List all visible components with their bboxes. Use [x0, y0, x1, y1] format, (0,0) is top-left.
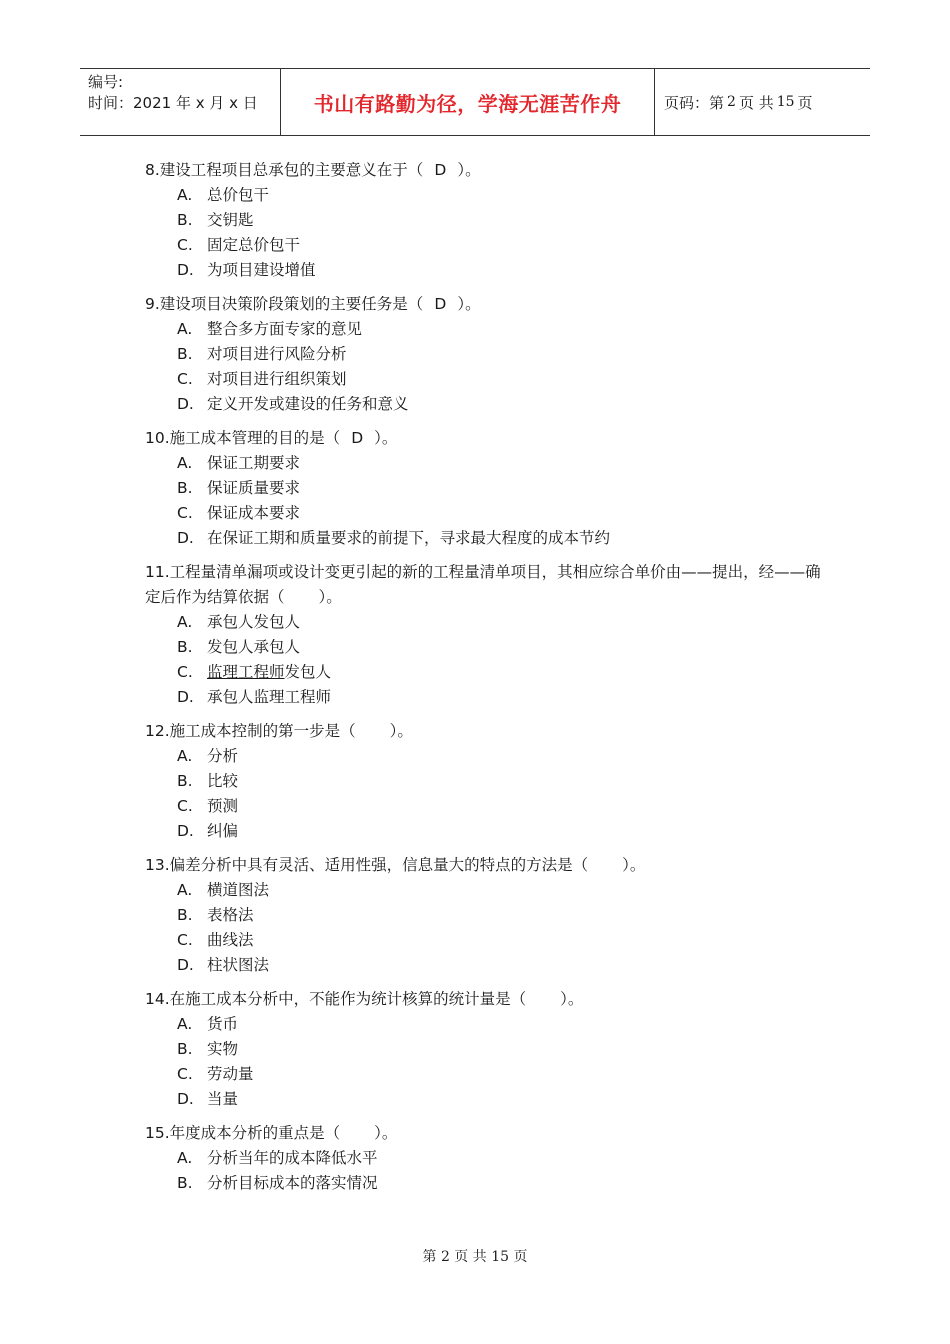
- option-label: D.: [177, 688, 194, 706]
- answer-option: [145, 1062, 835, 1087]
- option-text: 曲线法: [207, 931, 254, 949]
- question-number: 10.: [145, 429, 170, 447]
- question-text: [145, 158, 835, 183]
- option-label: D.: [177, 956, 194, 974]
- answer-option: [145, 1171, 835, 1196]
- option-text: 对项目进行组织策划: [207, 370, 347, 388]
- option-label: B.: [177, 772, 193, 790]
- page-footer: 第 2 页 共 15 页: [422, 1249, 528, 1265]
- option-text: 承包人发包人: [207, 613, 301, 631]
- answer-option: [145, 1012, 835, 1037]
- option-label: A.: [177, 881, 193, 899]
- option-text: 保证成本要求: [207, 504, 301, 522]
- question-item: [145, 987, 835, 1112]
- question-stem-end: ）。: [622, 856, 646, 874]
- option-text: 分析当年的成本降低水平: [207, 1149, 378, 1167]
- option-label: D.: [177, 395, 194, 413]
- question-text: [145, 426, 835, 451]
- question-list: [145, 158, 835, 1205]
- answer-blank: D: [434, 295, 447, 313]
- question-stem-end: ）。: [457, 295, 481, 313]
- question-item: [145, 719, 835, 844]
- option-label: C.: [177, 931, 193, 949]
- question-stem: 在施工成本分析中，不能作为统计核算的统计量是（: [169, 990, 527, 1008]
- header-info-cell: [80, 69, 281, 135]
- option-text: 对项目进行风险分析: [207, 345, 347, 363]
- option-text: 交钥匙: [207, 211, 254, 229]
- answer-option: [145, 928, 835, 953]
- option-label: C.: [177, 236, 193, 254]
- option-text: 货币: [207, 1015, 239, 1033]
- option-label: A.: [177, 747, 193, 765]
- option-text: 横道图法: [207, 881, 270, 899]
- option-text: 整合多方面专家的意见: [207, 320, 363, 338]
- option-label: A.: [177, 1015, 193, 1033]
- option-label: D.: [177, 822, 194, 840]
- question-stem-end: ）。: [318, 588, 342, 606]
- answer-option: [145, 878, 835, 903]
- answer-option: [145, 769, 835, 794]
- answer-option: [145, 317, 835, 342]
- header-page-number: [655, 69, 870, 135]
- answer-option: [145, 1037, 835, 1062]
- question-stem: 偏差分析中具有灵活、适用性强，信息量大的特点的方法是（: [169, 856, 589, 874]
- document-date: 时间：2021 年 x 月 x 日: [88, 94, 258, 112]
- answer-option: [145, 208, 835, 233]
- question-item: [145, 426, 835, 551]
- question-number: 11.: [145, 563, 170, 581]
- question-item: [145, 158, 835, 283]
- option-text: 实物: [207, 1040, 239, 1058]
- question-text: [145, 719, 835, 744]
- option-text: 发包人承包人: [207, 638, 301, 656]
- question-number: 14.: [145, 990, 170, 1008]
- answer-option: [145, 794, 835, 819]
- option-text: 在保证工期和质量要求的前提下，寻求最大程度的成本节约: [207, 529, 611, 547]
- option-label: C.: [177, 1065, 193, 1083]
- question-stem: 工程量清单漏项或设计变更引起的新的工程量清单项目，其相应综合单价由——提出，经——确定后作为结算依据（: [145, 563, 821, 606]
- question-stem: 施工成本控制的第一步是（: [169, 722, 356, 740]
- option-text: 总价包干: [207, 186, 270, 204]
- option-label: B.: [177, 479, 193, 497]
- answer-option: [145, 451, 835, 476]
- page-mid: 页 共: [738, 93, 774, 112]
- option-text: 当量: [207, 1090, 239, 1108]
- question-number: 8.: [145, 161, 160, 179]
- answer-option: [145, 526, 835, 551]
- question-text: [145, 1121, 835, 1146]
- answer-option: [145, 660, 835, 685]
- question-text: [145, 987, 835, 1012]
- option-label: C.: [177, 797, 193, 815]
- option-label: B.: [177, 638, 193, 656]
- option-label: D.: [177, 1090, 194, 1108]
- question-text: [145, 560, 835, 610]
- option-label: A.: [177, 320, 193, 338]
- answer-option: [145, 1146, 835, 1171]
- answer-option: [145, 685, 835, 710]
- answer-option: [145, 744, 835, 769]
- question-number: 9.: [145, 295, 160, 313]
- question-item: [145, 560, 835, 710]
- option-text: 承包人监理工程师: [207, 688, 332, 706]
- option-text: 比较: [207, 772, 239, 790]
- question-stem: 建设项目决策阶段策划的主要任务是（: [159, 295, 424, 313]
- answer-option: [145, 183, 835, 208]
- option-label: C.: [177, 370, 193, 388]
- option-label: B.: [177, 906, 193, 924]
- option-text: 保证质量要求: [207, 479, 301, 497]
- option-label: B.: [177, 345, 193, 363]
- option-text: 柱状图法: [207, 956, 270, 974]
- question-stem-end: ）。: [389, 722, 413, 740]
- answer-option: [145, 1087, 835, 1112]
- option-label: B.: [177, 1040, 193, 1058]
- option-text: 发包人: [284, 663, 332, 681]
- question-item: [145, 1121, 835, 1196]
- option-text-underlined: 监理工程师: [207, 663, 285, 681]
- option-label: C.: [177, 504, 193, 522]
- question-text: [145, 853, 835, 878]
- answer-blank: D: [434, 161, 447, 179]
- page-suffix: 页: [797, 93, 813, 112]
- question-stem-end: ）。: [374, 429, 398, 447]
- option-text: 保证工期要求: [207, 454, 301, 472]
- option-label: A.: [177, 1149, 193, 1167]
- answer-blank: D: [351, 429, 364, 447]
- answer-option: [145, 635, 835, 660]
- option-text: 分析: [207, 747, 239, 765]
- answer-option: [145, 392, 835, 417]
- answer-option: [145, 819, 835, 844]
- option-text: 纠偏: [207, 822, 239, 840]
- question-stem: 建设工程项目总承包的主要意义在于（: [159, 161, 424, 179]
- question-number: 12.: [145, 722, 170, 740]
- question-stem: 施工成本管理的目的是（: [169, 429, 341, 447]
- answer-option: [145, 501, 835, 526]
- header-motto: 书山有路勤为径，学海无涯苦作舟: [281, 69, 655, 135]
- option-label: D.: [177, 261, 194, 279]
- page-current: 2: [727, 94, 736, 110]
- question-text: [145, 292, 835, 317]
- question-stem-end: ）。: [457, 161, 481, 179]
- option-label: A.: [177, 613, 193, 631]
- answer-option: [145, 342, 835, 367]
- answer-option: [145, 610, 835, 635]
- option-label: B.: [177, 211, 193, 229]
- question-number: 15.: [145, 1124, 170, 1142]
- page-prefix: 页码：第: [664, 93, 725, 112]
- document-code-label: 编号:: [88, 73, 124, 91]
- question-stem-end: ）。: [560, 990, 584, 1008]
- question-item: [145, 853, 835, 978]
- answer-option: [145, 367, 835, 392]
- option-text: 定义开发或建设的任务和意义: [207, 395, 409, 413]
- page-header: [80, 68, 870, 136]
- option-text: 预测: [207, 797, 239, 815]
- option-text: 表格法: [207, 906, 254, 924]
- option-label: B.: [177, 1174, 193, 1192]
- question-stem-end: ）。: [374, 1124, 398, 1142]
- answer-option: [145, 903, 835, 928]
- option-text: 分析目标成本的落实情况: [207, 1174, 378, 1192]
- answer-option: [145, 233, 835, 258]
- option-text: 为项目建设增值: [207, 261, 316, 279]
- option-text: 劳动量: [207, 1065, 254, 1083]
- answer-option: [145, 258, 835, 283]
- option-label: A.: [177, 186, 193, 204]
- question-stem: 年度成本分析的重点是（: [169, 1124, 341, 1142]
- question-number: 13.: [145, 856, 170, 874]
- option-text: 固定总价包干: [207, 236, 301, 254]
- option-label: A.: [177, 454, 193, 472]
- question-item: [145, 292, 835, 417]
- option-label: D.: [177, 529, 194, 547]
- page-total: 15: [776, 94, 795, 110]
- option-label: C.: [177, 663, 193, 681]
- answer-option: [145, 476, 835, 501]
- answer-option: [145, 953, 835, 978]
